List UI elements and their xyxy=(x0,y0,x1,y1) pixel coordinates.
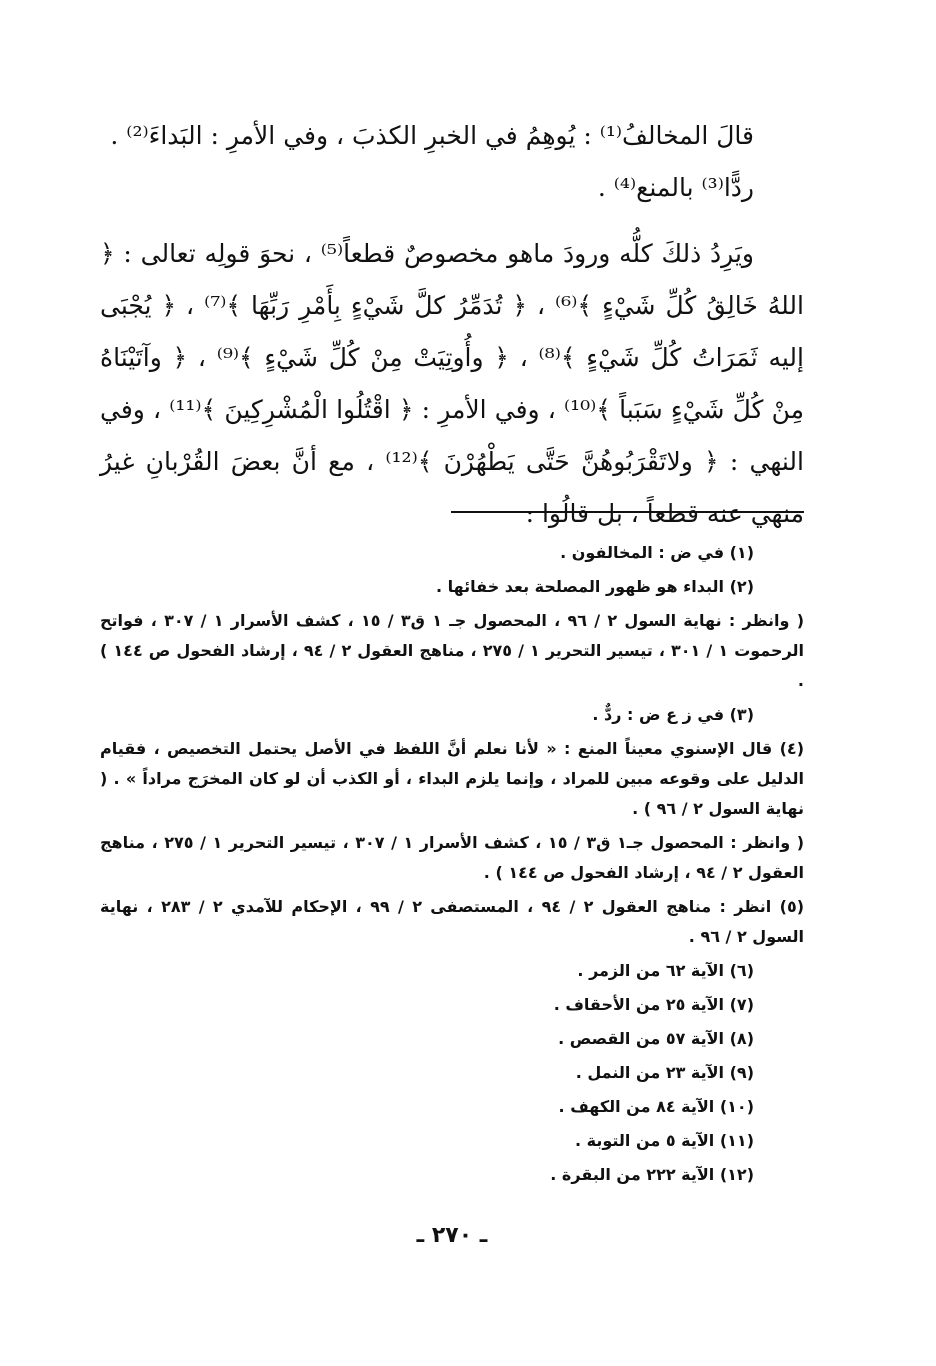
footnote-11: (١١) الآية ٥ من التوبة . xyxy=(574,1131,754,1150)
book-page xyxy=(100,110,804,1260)
footnote-3: (٣) في ز ع ض : ردٌّ . xyxy=(592,705,754,724)
footnote-1: (١) في ض : المخالفون . xyxy=(560,543,754,562)
main-text xyxy=(100,110,804,540)
main-line-2: ردًّا⁽³⁾ بالمنع⁽⁴⁾ . xyxy=(597,173,754,202)
footnote-2-refs: ( وانظر : نهاية السول ٢ / ٩٦ ، المحصول جـ ١ ق٣ / ١٥ ، كشف الأسرار ١ / ٣٠٧ ، فواتح الرحموت ١ / ٣٠١ ، تيسير التحرير ١ / ٢٧٥ ، مناهج العقول ٢ / ٩٤ ، إرشاد الفحول ص ١٤٤ ) . xyxy=(100,611,805,690)
footnote-10: (١٠) الآية ٨٤ من الكهف . xyxy=(558,1097,754,1116)
main-paragraph-text: ويَرِدُ ذلكَ كلُّه ورودَ ماهو مخصوصٌ قطعاً⁽⁵⁾ ، نحوَ قولِه تعالى : ﴿ اللهُ خَالِقُ كُلِّ شَيْءٍ ﴾⁽⁶⁾ ، ﴿ تُدَمِّرُ كلَّ شَيْءٍ بِأَمْرِ رَبِّهَا ﴾⁽⁷⁾ ، ﴿ يُجْبَى إليه ثَمَرَاتُ كُلِّ شَيْءٍ ﴾⁽⁸⁾ ، ﴿ وأُوتِيَتْ مِنْ كُلِّ شَيْءٍ ﴾⁽⁹⁾ ، ﴿ وآتَيْنَاهُ مِنْ كُلِّ شَيْءٍ سَبَباً ﴾⁽¹⁰⁾ ، وفي الأمرِ : ﴿ اقْتُلُوا الْمُشْرِكِينَ ﴾⁽¹¹⁾ ، وفي النهي : ﴿ ولاتَقْرَبُوهُنَّ حَتَّى يَطْهُرْنَ ﴾⁽¹²⁾ ، مع أنَّ بعضَ القُرْبانِ غيرُ منهي عنه قطعاً ، بل قالُوا : xyxy=(100,239,804,528)
footnote-2: (٢) البداء هو ظهور المصلحة بعد خفائها . xyxy=(435,577,754,596)
footnote-12: (١٢) الآية ٢٢٢ من البقرة . xyxy=(550,1165,754,1184)
footnotes xyxy=(100,538,804,1194)
footnote-8: (٨) الآية ٥٧ من القصص . xyxy=(558,1029,754,1048)
footnote-6: (٦) الآية ٦٢ من الزمر . xyxy=(577,961,754,980)
main-line-1: قالَ المخالفُ⁽¹⁾ : يُوهِمُ في الخبرِ الكذبَ ، وفي الأمرِ : البَداءَ⁽²⁾ . xyxy=(110,121,754,150)
footnote-9: (٩) الآية ٢٣ من النمل . xyxy=(575,1063,754,1082)
footnote-4: (٤) قال الإسنوي معيناً المنع : « لأنا نعلم أنَّ اللفظ في الأصل يحتمل التخصيص ، فقيام الدليل على وقوعه مبين للمراد ، وإنما يلزم البداء ، أو الكذب أن لو كان المخرَج مراداً » . ( نهاية السول ٢ / ٩٦ ) . xyxy=(100,739,804,818)
main-paragraph xyxy=(100,228,804,540)
footnote-5: (٥) انظر : مناهج العقول ٢ / ٩٤ ، المستصفى ٢ / ٩٩ ، الإحكام للآمدي ٢ / ٢٨٣ ، نهاية السول ٢ / ٩٦ . xyxy=(100,897,805,946)
page-number: ـ ٢٧٠ ـ xyxy=(416,1223,488,1248)
footnote-divider xyxy=(451,511,804,513)
footnote-4-refs: ( وانظر : المحصول جـ١ ق٣ / ١٥ ، كشف الأسرار ١ / ٣٠٧ ، تيسير التحرير ١ / ٢٧٥ ، مناهج العقول ٢ / ٩٤ ، إرشاد الفحول ص ١٤٤ ) . xyxy=(100,833,805,882)
footnote-7: (٧) الآية ٢٥ من الأحقاف . xyxy=(553,995,754,1014)
